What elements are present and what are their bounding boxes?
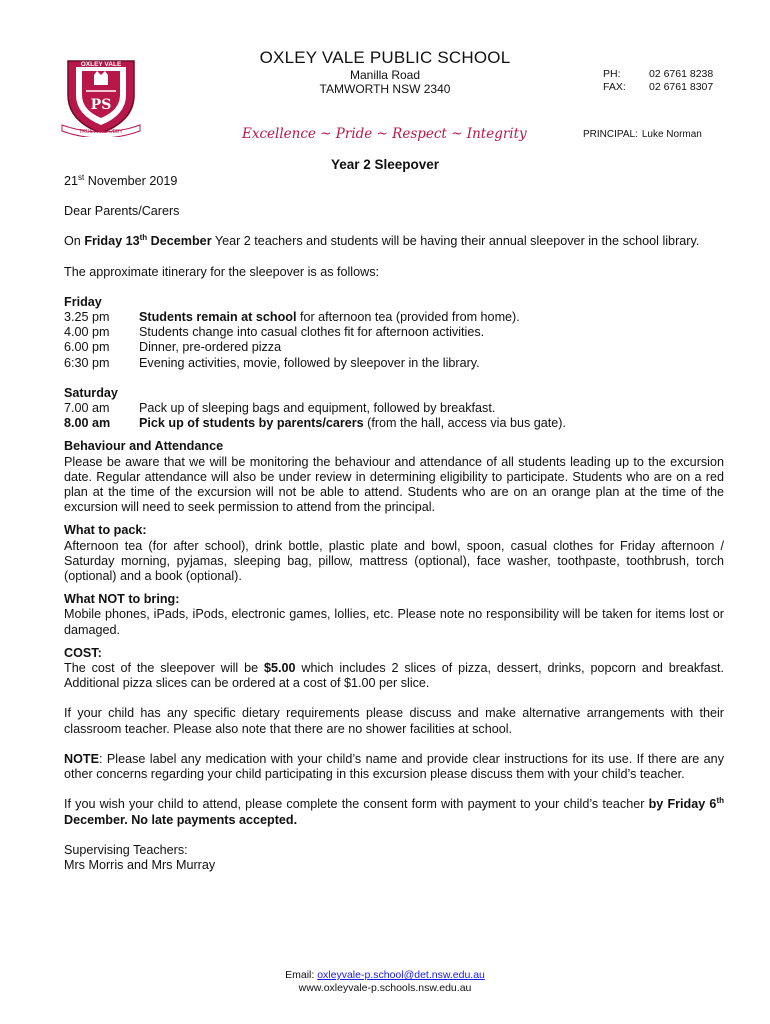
letter-title: Year 2 Sleepover [330,157,440,172]
fax-value: 02 6761 8307 [649,81,714,93]
dietary-paragraph: If your child has any specific dietary requirements please discuss and make alternative arrangements with their classroom teacher. Please also note that there are no shower facilities at school. [64,706,724,736]
school-crest-logo [60,55,142,137]
note-paragraph: NOTE: Please label any medication with your child’s name and provide clear instructions for its use. If there are any other concerns regarding your child participating in this excursion please discuss them with your child’s teacher. [64,751,724,782]
address-line-1: Manilla Road [349,68,421,82]
pack-heading: What to pack: [64,523,147,538]
address-line-2: TAMWORTH NSW 2340 [319,82,451,96]
greeting: Dear Parents/Carers [64,204,180,219]
friday-itinerary [64,295,724,371]
not-bring-paragraph: Mobile phones, iPads, iPods, electronic games, lollies, etc. Please note no responsibility will be taken for items lost or damaged. [64,607,724,637]
school-name: OXLEY VALE PUBLIC SCHOOL [259,48,511,67]
itinerary-row: 4.00 pm Students change into casual clothes fit for afternoon activities. [64,325,485,340]
itinerary-row: 7.00 am Pack up of sleeping bags and equipment, followed by breakfast. [64,401,496,416]
email-link[interactable]: oxleyvale-p.school@det.nsw.edu.au [317,969,485,981]
intro-paragraph: On Friday 13th December Year 2 teachers and students will be having their annual sleepover in the school library. [64,233,700,249]
principal-line [583,129,702,140]
principal-label: PRINCIPAL: [583,129,638,140]
saturday-itinerary [64,386,724,432]
letter-body [64,174,724,873]
itinerary-row: 8.00 am Pick up of students by parents/carers (from the hall, access via bus gate). [64,416,566,431]
phone-value: 02 6761 8238 [649,68,714,80]
attend-paragraph: If you wish your child to attend, please complete the consent form with payment to your child’s teacher by Friday 6th December. No late payments accepted. [64,796,724,827]
footer-email-line [0,969,770,982]
cost-heading: COST: [64,645,102,660]
pack-paragraph: Afternoon tea (for after school), drink bottle, plastic plate and bowl, spoon, casual clothes for Friday afternoon / Saturday morning, pyjamas, sleeping bag, pillow, mattress (optional), face washer, toothpaste, toothbrush, torch (optional) and a book (optional). [64,538,724,584]
behaviour-heading: Behaviour and Attendance [64,439,224,454]
phone-label: PH: [603,68,621,80]
itinerary-row: 6.00 pm Dinner, pre-ordered pizza [64,340,282,355]
letter-date: 21st November 2019 [64,172,178,188]
logo-ribbon-text: TRUST AND OBEY [79,129,123,135]
fax-label: FAX: [603,81,626,93]
footer [0,969,770,995]
behaviour-paragraph: Please be aware that we will be monitoring the behaviour and attendance of all students leading up to the excursion date. Regular attendance will also be under review in determining eligibility to participate. Students who are on a red plan at the time of the excursion will not be able to attend. Students who are on an orange plan at the time of the excursion will need to seek permission to attend from the principal. [64,454,724,515]
supervising-label: Supervising Teachers: [64,842,188,857]
contact-block [603,68,713,94]
cost-paragraph: The cost of the sleepover will be $5.00 which includes 2 slices of pizza, dessert, drinks, popcorn and breakfast. Additional pizza slices can be ordered at a cost of $1.00 per slice. [64,661,724,691]
not-bring-heading: What NOT to bring: [64,592,180,607]
school-motto: Excellence ~ Pride ~ Respect ~ Integrity [242,126,527,142]
saturday-heading: Saturday [64,385,118,400]
email-label: Email: [285,969,318,981]
friday-heading: Friday [64,294,102,309]
itinerary-row: 6:30 pm Evening activities, movie, followed by sleepover in the library. [64,355,480,370]
supervising-names: Mrs Morris and Mrs Murray [64,857,216,872]
itinerary-row: 3.25 pm Students remain at school for afternoon tea (provided from home). [64,310,520,325]
itinerary-intro: The approximate itinerary for the sleepover is as follows: [64,264,379,279]
footer-website[interactable]: www.oxleyvale-p.schools.nsw.edu.au [298,982,472,994]
logo-monogram: PS [90,97,112,113]
logo-top-text: OXLEY VALE [80,61,122,68]
principal-name: Luke Norman [641,129,702,140]
